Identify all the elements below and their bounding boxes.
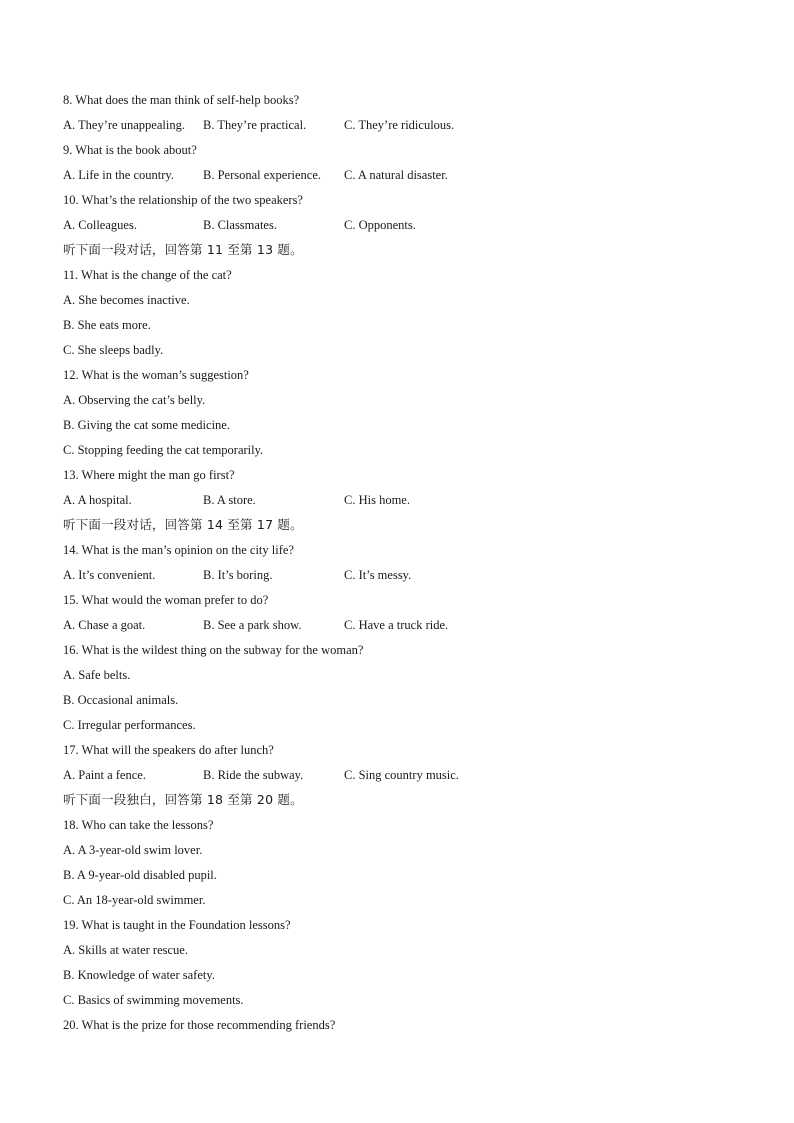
option-b: B. Personal experience. xyxy=(203,168,322,182)
option-b: B. It’s boring. xyxy=(203,568,273,582)
option-a: A. Paint a fence. xyxy=(63,768,146,782)
options-row xyxy=(63,615,743,640)
option-a: A. Observing the cat’s belly. xyxy=(63,393,206,407)
option-c: C. Basics of swimming movements. xyxy=(63,993,244,1007)
question-text: 11. What is the change of the cat? xyxy=(63,268,232,282)
option-b: B. Knowledge of water safety. xyxy=(63,968,215,982)
question-text: 13. Where might the man go first? xyxy=(63,468,235,482)
question-text: 16. What is the wildest thing on the subway for the woman? xyxy=(63,643,364,657)
option-c: C. It’s messy. xyxy=(344,568,412,582)
option-a: A. A 3-year-old swim lover. xyxy=(63,843,203,857)
option-c: C. Stopping feeding the cat temporarily. xyxy=(63,443,264,457)
options-row xyxy=(63,565,743,590)
question-text: 17. What will the speakers do after lunch? xyxy=(63,743,274,757)
section-instruction: 听下面一段对话，回答第 11 至第 13 题。 xyxy=(63,242,303,257)
option-c: C. They’re ridiculous. xyxy=(344,118,455,132)
option-b: B. She eats more. xyxy=(63,318,151,332)
question-text: 20. What is the prize for those recommending friends? xyxy=(63,1018,336,1032)
option-a: A. She becomes inactive. xyxy=(63,293,190,307)
question-text: 18. Who can take the lessons? xyxy=(63,818,214,832)
question-text: 15. What would the woman prefer to do? xyxy=(63,593,269,607)
exam-page xyxy=(63,90,743,1040)
option-c: C. She sleeps badly. xyxy=(63,343,164,357)
option-c: C. Irregular performances. xyxy=(63,718,196,732)
question-text: 8. What does the man think of self-help books? xyxy=(63,93,300,107)
options-row xyxy=(63,490,743,515)
option-a: A. Colleagues. xyxy=(63,218,137,232)
option-a: A. Safe belts. xyxy=(63,668,131,682)
option-c: C. Opponents. xyxy=(344,218,416,232)
options-row xyxy=(63,115,743,140)
option-c: C. An 18-year-old swimmer. xyxy=(63,893,206,907)
question-text: 9. What is the book about? xyxy=(63,143,197,157)
options-row xyxy=(63,165,743,190)
option-a: A. A hospital. xyxy=(63,493,132,507)
section-instruction: 听下面一段独白，回答第 18 至第 20 题。 xyxy=(63,792,303,807)
option-c: C. His home. xyxy=(344,493,410,507)
option-b: B. They’re practical. xyxy=(203,118,307,132)
question-text: 10. What’s the relationship of the two speakers? xyxy=(63,193,303,207)
option-c: C. Sing country music. xyxy=(344,768,459,782)
option-a: A. They’re unappealing. xyxy=(63,118,185,132)
option-a: A. Life in the country. xyxy=(63,168,174,182)
option-b: B. See a park show. xyxy=(203,618,302,632)
options-row xyxy=(63,215,743,240)
option-c: C. A natural disaster. xyxy=(344,168,448,182)
option-c: C. Have a truck ride. xyxy=(344,618,449,632)
option-b: B. Occasional animals. xyxy=(63,693,179,707)
section-instruction: 听下面一段对话，回答第 14 至第 17 题。 xyxy=(63,517,303,532)
question-text: 14. What is the man’s opinion on the city life? xyxy=(63,543,294,557)
option-b: B. A 9-year-old disabled pupil. xyxy=(63,868,217,882)
option-b: B. Classmates. xyxy=(203,218,277,232)
option-b: B. Giving the cat some medicine. xyxy=(63,418,230,432)
question-text: 12. What is the woman’s suggestion? xyxy=(63,368,249,382)
option-a: A. Chase a goat. xyxy=(63,618,146,632)
option-b: B. A store. xyxy=(203,493,256,507)
options-row xyxy=(63,765,743,790)
question-text: 19. What is taught in the Foundation lessons? xyxy=(63,918,291,932)
option-b: B. Ride the subway. xyxy=(203,768,304,782)
option-a: A. It’s convenient. xyxy=(63,568,156,582)
option-a: A. Skills at water rescue. xyxy=(63,943,188,957)
